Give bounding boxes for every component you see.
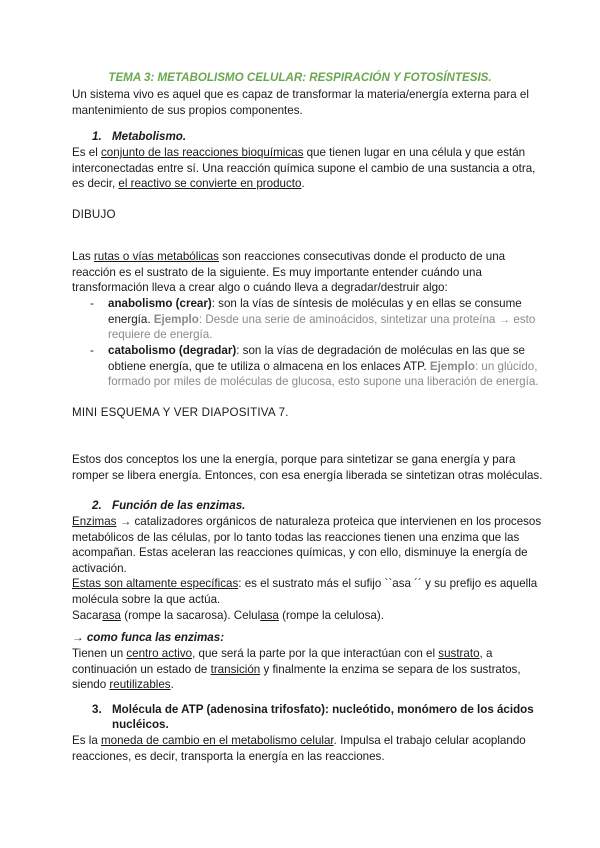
section-title: Molécula de ATP (adenosina trifosfato): nucleótido, monómero de los ácidos: [112, 703, 534, 716]
text-line: Estos dos conceptos los une la energía, porque para sintetizar se gana energía y para: [72, 453, 516, 466]
section-number: 1.: [92, 130, 102, 143]
text-line: interconectadas entre sí. Una reacción química supone el cambio de una sustancia a otra,: [72, 161, 536, 175]
text-line: requiere de energía.: [108, 328, 213, 342]
section-number: 3.: [92, 703, 102, 716]
text-line: Es la moneda de cambio en el metabolismo celular. Impulsa el trabajo celular acoplando: [72, 734, 526, 747]
text-line: anabolismo (crear): son la vías de síntesis de moléculas y en ellas se consume: [108, 297, 522, 310]
text-line: Tienen un centro activo, que será la parte por la que interactúan con el sustrato, a: [72, 647, 493, 660]
text-line: Sacarasa (rompe la sacarosa). Celulasa (rompe la celulosa).: [72, 608, 384, 622]
text-line: activación.: [72, 561, 127, 575]
text-line: reacción es el sustrato de la siguiente. Es muy importante entender cuándo una: [72, 265, 482, 279]
section-heading-2: [92, 498, 245, 514]
example-label: Ejemplo: [153, 312, 199, 326]
section-title: Función de las enzimas.: [112, 499, 246, 512]
routes-paragraph: [72, 249, 532, 296]
text-line: metabólicos de las células, por lo tanto todas las reacciones tienen una enzima que las: [72, 530, 520, 544]
enzyme-mechanism-paragraph: [72, 646, 532, 693]
underlined-term: Enzimas: [72, 515, 117, 528]
section-title: Metabolismo.: [112, 130, 187, 143]
text-line: Es el conjunto de las reacciones bioquímicas que tienen lugar en una célula y que están: [72, 146, 526, 159]
text-line: formado por miles de moléculas de glucosa, esto supone una liberación de energía.: [108, 375, 539, 389]
text-line: romper se libera energía. Entonces, con esa energía liberada se sintetizan otras moléculas.: [72, 468, 543, 482]
text-line: es decir, el reactivo se convierte en producto.: [72, 177, 305, 191]
underlined-term: Estas son altamente específicas: [72, 577, 239, 591]
atp-paragraph: [72, 733, 532, 764]
enzymes-paragraph: [72, 514, 542, 623]
text-line: continuación un estado de transición y finalmente la enzima se separa de los sustratos,: [72, 662, 521, 676]
intro-paragraph: [72, 87, 532, 118]
text-line: transformación lleva a crear algo o cuándo lleva a degradar/destruir algo:: [72, 281, 448, 295]
text-line: catabolismo (degradar): son la vías de degradación de moléculas en las que se: [108, 344, 525, 357]
mini-esquema-label: MINI ESQUEMA Y VER DIAPOSITIVA 7.: [72, 406, 289, 419]
metabolism-paragraph: [72, 145, 536, 192]
document-title: TEMA 3: METABOLISMO CELULAR: RESPIRACIÓN Y FOTOSÍNTESIS.: [108, 71, 492, 84]
enzyme-mechanism-heading: → como funca las enzimas:: [72, 631, 225, 644]
text-line: Un sistema vivo es aquel que es capaz de transformar la materia/energía externa para el: [72, 88, 529, 101]
text-line: acompañan. Estas aceleran las reacciones químicas, y con ello, disminuye la energía de: [72, 546, 528, 560]
text-line: Estas son altamente específicas: es el sustrato más el sufijo ``asa ´´ y su prefijo es aquella: [72, 577, 538, 591]
energy-paragraph: [72, 452, 543, 483]
underlined-term: moneda de cambio en el metabolismo celular: [101, 734, 334, 747]
section-number: 2.: [92, 499, 102, 512]
bullet-dash: -: [90, 344, 94, 357]
text-line: molécula sobre la que actúa.: [72, 592, 221, 606]
text-line: obtiene energía, que te utiliza o almacena en los enlaces ATP. Ejemplo: un glúcido,: [108, 359, 538, 373]
anabolism-item: [108, 296, 536, 343]
text-line: reacciones, es decir, transporta la energía en las reacciones.: [72, 749, 385, 763]
underlined-term: el reactivo se convierte en producto: [118, 177, 302, 191]
underlined-term: conjunto de las reacciones bioquímicas: [101, 146, 304, 159]
catabolism-item: [108, 343, 539, 390]
underlined-term: rutas o vías metabólicas: [93, 250, 219, 263]
section-heading-3: [92, 702, 534, 718]
bullet-dash: -: [90, 297, 94, 310]
text-line: energía. Ejemplo: Desde una serie de aminoácidos, sintetizar una proteína → esto: [108, 312, 536, 326]
example-label: Ejemplo: [429, 359, 475, 373]
text-line: mantenimiento de sus propios componentes.: [72, 103, 303, 117]
text-line: Enzimas → catalizadores orgánicos de naturaleza proteica que intervienen en los procesos: [72, 515, 542, 528]
section-heading-3-cont: nucléicos.: [112, 718, 169, 731]
text-line: Las rutas o vías metabólicas son reacciones consecutivas donde el producto de una: [72, 250, 506, 263]
dibujo-label: DIBUJO: [72, 208, 116, 221]
text-line: siendo reutilizables.: [72, 678, 174, 692]
section-heading-1: [92, 129, 186, 145]
